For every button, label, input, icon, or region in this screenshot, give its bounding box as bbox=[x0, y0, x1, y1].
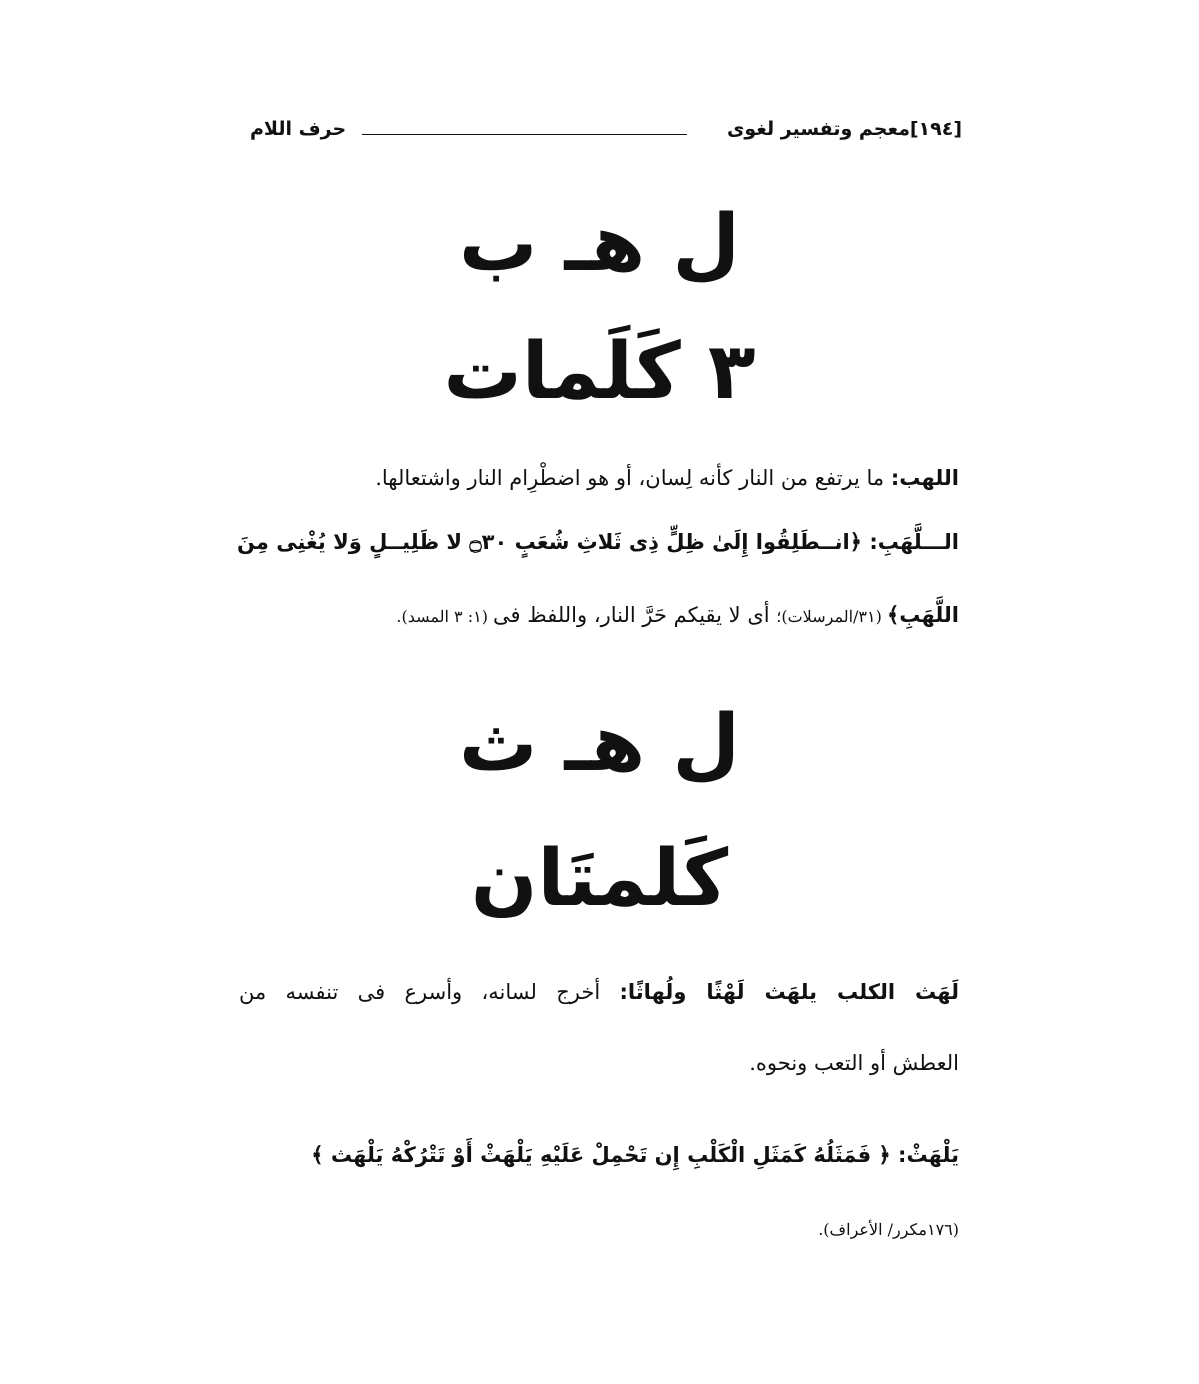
entry-line bbox=[239, 1053, 959, 1074]
root-heading: ل هـ ب bbox=[458, 199, 741, 289]
quran-quote: ﴿انــطَلِقُوا إِلَىٰ ظِلٍّ ذِى ثَلاثِ شُعَبٍ ۝٣٠ لا ظَلِيــلٍ وَلا يُغْنِى مِنَ bbox=[237, 530, 870, 554]
entry-line bbox=[239, 1145, 959, 1166]
entry-term: يَلْهَثْ: bbox=[898, 1143, 959, 1167]
entry-text: أخرج لسانه، وأسرع فى تنفسه من bbox=[239, 980, 620, 1004]
entry-line bbox=[239, 468, 959, 489]
root-heading: ل هـ ث bbox=[458, 699, 741, 789]
entry-text: العطش أو التعب ونحوه. bbox=[749, 1051, 959, 1075]
book-title: معجم وتفسير لغوى bbox=[726, 118, 910, 140]
entry-term: اللهب: bbox=[890, 466, 959, 490]
quran-quote: ﴿ فَمَثَلُهُ كَمَثَلِ الْكَلْبِ إِن تَحْمِلْ عَلَيْهِ يَلْهَثْ أَوْ تَتْرُكْهُ يَلْهَث ﴾ bbox=[311, 1143, 899, 1167]
page-number: [١٩٤] bbox=[909, 118, 962, 140]
word-count-heading: ٣ كَلَمات bbox=[443, 327, 756, 417]
quran-quote: اللَّهَبِ﴾ bbox=[886, 603, 959, 627]
entry-term: لَهَث الكلب يلهَث لَهْثًا ولُهاثًا: bbox=[619, 980, 960, 1004]
verse-reference: (١٧٦مكرر/ الأعراف). bbox=[818, 1220, 959, 1239]
header-rule bbox=[362, 134, 687, 135]
entry-text: ما يرتفع من النار كأنه لِسان، أو هو اضطْرِام النار واشتعالها. bbox=[375, 466, 891, 490]
running-header bbox=[250, 118, 962, 148]
entry-text: أى لا يقيكم حَرَّ النار، واللفظ فى bbox=[493, 603, 777, 627]
entry-line bbox=[239, 532, 959, 553]
verse-reference: (٣١/المرسلات)؛ bbox=[776, 607, 887, 626]
word-count-heading: كَلمتَان bbox=[470, 834, 729, 924]
entry-term: الـــلَّهَبِ: bbox=[869, 530, 959, 554]
entry-line bbox=[239, 982, 959, 1003]
section-title: حرف اللام bbox=[250, 118, 347, 140]
entry-line bbox=[239, 1218, 959, 1239]
verse-reference: (١: ٣ المسد). bbox=[396, 607, 494, 626]
entry-line bbox=[239, 605, 959, 626]
